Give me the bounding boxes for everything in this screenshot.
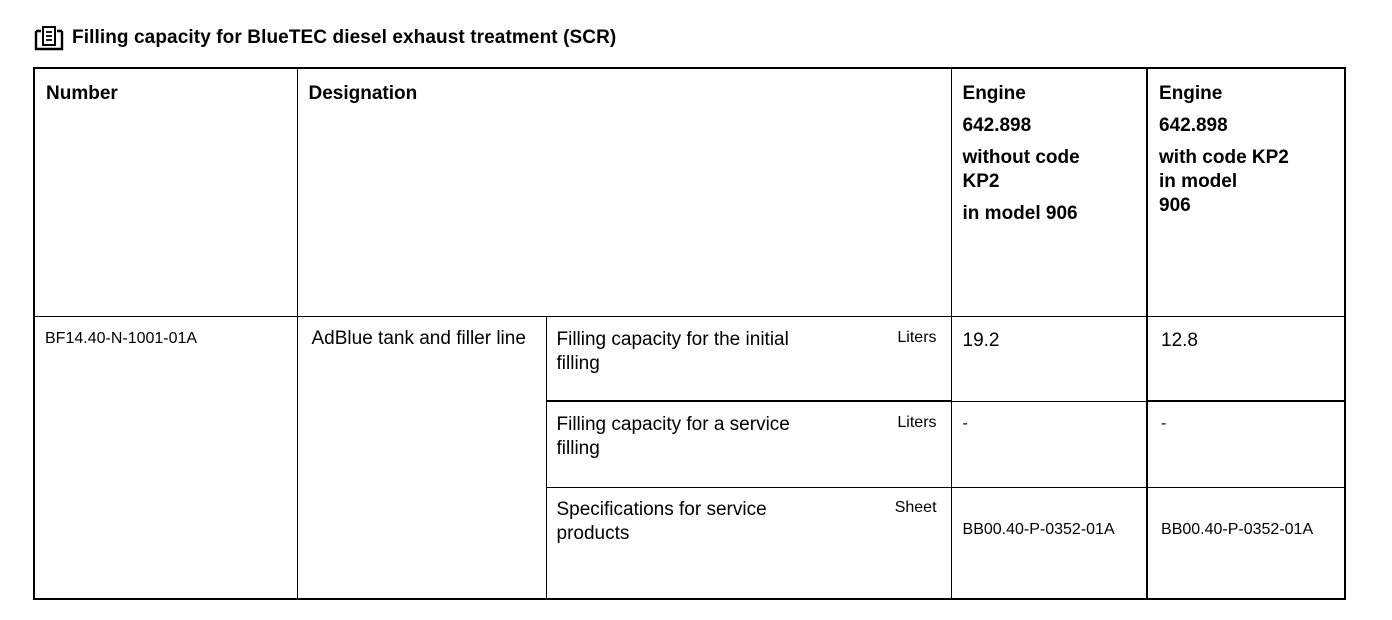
engine-b-value: 12.8 [1161,329,1198,351]
header-engine-b [1147,68,1345,316]
section-title: Filling capacity for BlueTEC diesel exhaust treatment (SCR) [72,27,617,48]
item-unit: Liters [897,328,937,346]
cell-engine-b-value [1147,401,1345,487]
cell-designation [297,316,546,599]
header-engine-a-line: 642.898 [962,115,1032,136]
engine-b-value: - [1161,415,1167,432]
header-engine-b-line: with code KP2 in model [1159,147,1289,192]
header-number [34,68,297,316]
engine-a-value: - [962,414,968,432]
table-row [34,316,1345,401]
header-engine-b-line: Engine [1159,83,1223,104]
item-description: Filling capacity for a service filling [556,414,790,459]
row-number: BF14.40-N-1001-01A [45,329,198,347]
table-header-row [34,68,1345,316]
item-unit: Liters [897,414,937,431]
row-designation: AdBlue tank and filler line [311,327,526,349]
engine-a-value: 19.2 [962,329,1000,351]
item-description: Specifications for service products [556,498,767,544]
cell-description [546,401,951,487]
cell-engine-b-value [1147,316,1345,401]
header-designation-label: Designation [308,83,418,104]
cell-engine-b-value [1147,487,1345,599]
engine-a-value: BB00.40-P-0352-01A [962,520,1115,538]
header-designation [297,68,951,316]
cell-number [34,316,297,599]
engine-b-value: BB00.40-P-0352-01A [1161,520,1314,538]
cell-description [546,487,951,599]
item-unit: Sheet [894,498,937,516]
header-engine-a-line: in model 906 [962,203,1078,224]
header-engine-a-line: without code KP2 [962,147,1080,192]
cell-engine-a-value [951,487,1147,599]
section-heading [34,18,616,58]
cell-description [546,316,951,401]
manual-book-icon [34,25,64,51]
header-engine-a [951,68,1147,316]
header-engine-b-line: 906 [1159,195,1191,216]
filling-capacity-table [33,67,1346,600]
header-number-label: Number [46,83,118,104]
item-description: Filling capacity for the initial filling [556,328,789,374]
cell-engine-a-value [951,316,1147,401]
header-engine-b-line: 642.898 [1159,115,1228,136]
header-engine-a-line: Engine [962,83,1026,104]
cell-engine-a-value [951,401,1147,487]
